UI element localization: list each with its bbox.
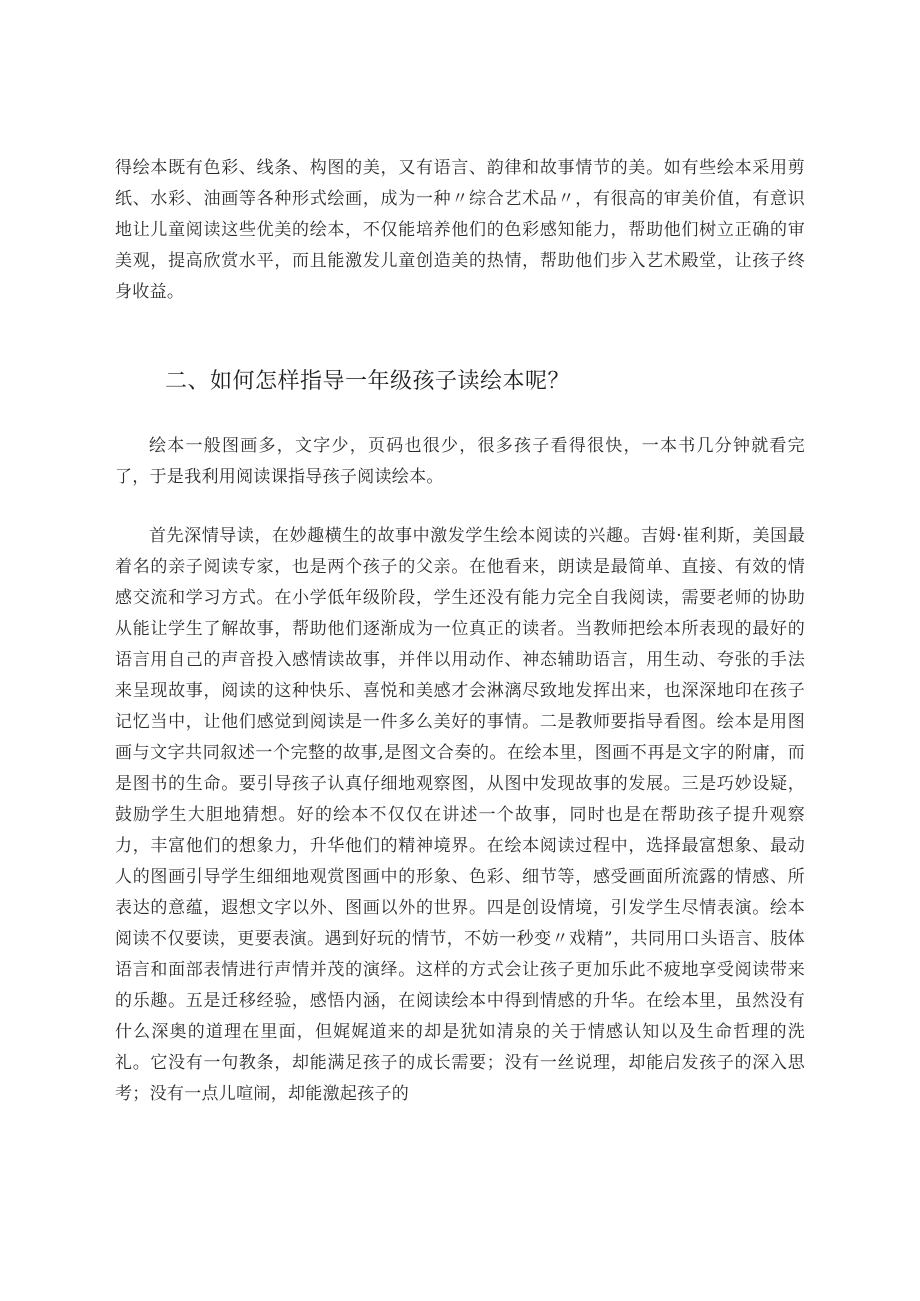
paragraph-intro-text: 绘本一般图画多，文字少，页码也很少，很多孩子看得很快，一本书几分钟就看完了，于是我利用阅读课指导孩子阅读绘本。 bbox=[115, 436, 805, 487]
section-heading: 二、如何怎样指导一年级孩子读绘本呢？ bbox=[165, 369, 571, 394]
paragraph-main bbox=[115, 521, 805, 1110]
paragraph-continued bbox=[115, 153, 805, 308]
paragraph-main-text: 首先深情导读，在妙趣横生的故事中激发学生绘本阅读的兴趣。吉姆·崔利斯，美国最着名的亲子阅读专家，也是两个孩子的父亲。在他看来，朗读是最简单、直接、有效的情感交流和学习方式。在小学低年级阶段，学生还没有能力完全自我阅读，需要老师的协助从能让学生了解故事，帮助他们逐渐成为一位真正的读者。当教师把绘本所表现的最好的语言用自己的声音投入感情读故事，并伴以用动作、神态辅助语言，用生动、夸张的手法来呈现故事，阅读的这种快乐、喜悦和美感才会淋漓尽致地发挥出来，也深深地印在孩子记忆当中，让他们感觉到阅读是一件多么美好的事情。二是教师要指导看图。绘本是用图画与文字共同叙述一个完整的故事,是图文合奏的。在绘本里，图画不再是文字的附庸，而是图书的生命。要引导孩子认真仔细地观察图，从图中发现故事的发展。三是巧妙设疑，鼓励学生大胆地猜想。好的绘本不仅仅在讲述一个故事，同时也是在帮助孩子提升观察力，丰富他们的想象力，升华他们的精神境界。在绘本阅读过程中，选择最富想象、最动人的图画引导学生细细地观赏图画中的形象、色彩、细节等，感受画面所流露的情感、所表达的意蕴，遐想文字以外、图画以外的世界。四是创设情境，引发学生尽情表演。绘本阅读不仅要读，更要表演。遇到好玩的情节，不妨一秒变〃戏精”，共同用口头语言、肢体语言和面部表情进行声情并茂的演绎。这样的方式会让孩子更加乐此不疲地享受阅读带来的乐趣。五是迁移经验，感悟内涵，在阅读绘本中得到情感的升华。在绘本里，虽然没有什么深奥的道理在里面，但娓娓道来的却是犹如清泉的关于情感认知以及生命哲理的洗礼。它没有一句教条，却能满足孩子的成长需要；没有一丝说理，却能启发孩子的深入思考；没有一点儿喧闹，却能激起孩子的 bbox=[115, 526, 805, 1104]
paragraph-intro bbox=[115, 431, 805, 493]
paragraph-continued-text: 得绘本既有色彩、线条、构图的美，又有语言、韵律和故事情节的美。如有些绘本采用剪纸、水彩、油画等各种形式绘画，成为一种〃综合艺术品〃，有很高的审美价值，有意识地让儿童阅读这些优美的绘本，不仅能培养他们的色彩感知能力，帮助他们树立正确的审美观，提高欣赏水平，而且能激发儿童创造美的热情，帮助他们步入艺术殿堂，让孩子终身收益。 bbox=[115, 158, 805, 302]
